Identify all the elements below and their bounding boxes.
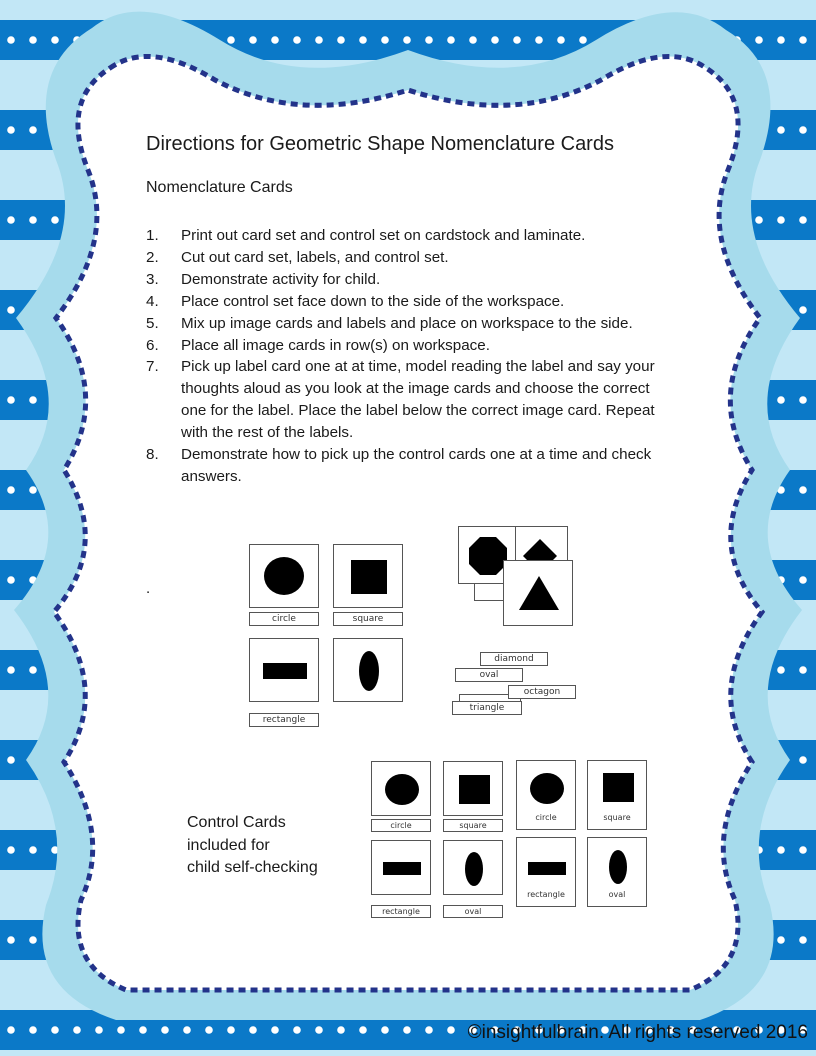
oval-shape-icon xyxy=(609,850,627,884)
card-rectangle xyxy=(249,638,319,702)
card-circle xyxy=(249,544,319,608)
stripe-dot xyxy=(7,486,15,494)
stripe-dot xyxy=(205,1026,213,1034)
list-item xyxy=(146,444,676,488)
stripe-dot xyxy=(95,1026,103,1034)
list-item xyxy=(146,269,676,291)
control-note-line-3: child self-checking xyxy=(187,859,318,876)
stripe-dot xyxy=(29,846,37,854)
control-card-square xyxy=(587,760,647,830)
list-item xyxy=(146,291,676,313)
stripe-dot xyxy=(447,36,455,44)
stripe-dot xyxy=(535,36,543,44)
square-shape-icon xyxy=(459,775,490,804)
stripe-dot xyxy=(799,756,807,764)
stripe-dot xyxy=(315,1026,323,1034)
section-subtitle: Nomenclature Cards xyxy=(146,179,293,196)
list-item xyxy=(146,335,676,357)
stripe-dot xyxy=(293,36,301,44)
stray-mark: . xyxy=(146,580,151,597)
step-number: 8. xyxy=(146,446,159,464)
stripe-dot xyxy=(491,36,499,44)
card-rectangle xyxy=(371,840,431,895)
stripe-dot xyxy=(777,36,785,44)
step-number: 2. xyxy=(146,248,159,266)
stripe-dot xyxy=(161,1026,169,1034)
step-number: 1. xyxy=(146,227,159,244)
stripe-dot xyxy=(7,216,15,224)
label-octagon: octagon xyxy=(508,685,576,699)
square-shape-icon xyxy=(603,773,634,802)
step-text: Demonstrate activity for child. xyxy=(181,270,381,288)
stripe-dot xyxy=(271,1026,279,1034)
label-circle: circle xyxy=(371,819,431,832)
control-cards-note xyxy=(187,812,318,880)
control-label-rectangle: rectangle xyxy=(527,890,565,899)
stripe-dot xyxy=(359,1026,367,1034)
stripe-dot xyxy=(777,936,785,944)
card-square xyxy=(443,761,503,816)
stripe-dot xyxy=(7,126,15,134)
stripe-dot xyxy=(447,1026,455,1034)
stripe-dot xyxy=(799,846,807,854)
control-label-oval: oval xyxy=(608,890,626,899)
stripe-dot xyxy=(579,36,587,44)
stripe-dot xyxy=(29,396,37,404)
control-note-line-2: included for xyxy=(187,836,270,854)
stripe-dot xyxy=(425,36,433,44)
circle-shape-icon xyxy=(530,773,564,804)
stripe-dot xyxy=(227,36,235,44)
control-card-oval xyxy=(587,837,647,907)
stripe-dot xyxy=(799,216,807,224)
label-rectangle: rectangle xyxy=(249,713,319,727)
stripe-dot xyxy=(7,1026,15,1034)
stripe-dot xyxy=(403,36,411,44)
circle-shape-icon xyxy=(385,774,419,805)
label-circle: circle xyxy=(249,612,319,626)
label-rectangle: rectangle xyxy=(371,905,431,918)
stripe-dot xyxy=(513,36,521,44)
stripe-dot xyxy=(799,486,807,494)
rectangle-shape-icon xyxy=(528,862,566,875)
stripe-dot xyxy=(799,36,807,44)
stripe-dot xyxy=(799,126,807,134)
step-text: Print out card set and control set on cardstock and laminate. xyxy=(181,227,586,244)
control-note-line-1: Control Cards xyxy=(187,814,286,831)
stripe-dot xyxy=(29,1026,37,1034)
stripe-dot xyxy=(139,1026,147,1034)
stripe-dot xyxy=(799,306,807,314)
oval-shape-icon xyxy=(465,852,483,886)
directions-list xyxy=(146,225,676,488)
stripe-dot xyxy=(777,396,785,404)
stripe-dot xyxy=(29,36,37,44)
card-square xyxy=(333,544,403,608)
label-oval: oval xyxy=(443,905,503,918)
stripe-dot xyxy=(777,666,785,674)
rectangle-shape-icon xyxy=(383,862,421,875)
stripe-dot xyxy=(403,1026,411,1034)
stripe-dot xyxy=(293,1026,301,1034)
stripe-dot xyxy=(73,1026,81,1034)
stripe-dot xyxy=(799,936,807,944)
stripe-dot xyxy=(755,216,763,224)
rectangle-shape-icon xyxy=(263,663,307,679)
stripe-dot xyxy=(271,36,279,44)
stripe-dot xyxy=(425,1026,433,1034)
stripe-dot xyxy=(777,126,785,134)
copyright-notice: ©insightfulbrain. All rights reserved 2016 xyxy=(467,1022,808,1043)
stripe-dot xyxy=(29,126,37,134)
stripe-dot xyxy=(799,396,807,404)
label-triangle: triangle xyxy=(452,701,522,715)
label-diamond: diamond xyxy=(480,652,548,666)
stripe-dot xyxy=(777,846,785,854)
stripe-dot xyxy=(315,36,323,44)
list-item xyxy=(146,313,676,335)
stripe-dot xyxy=(7,36,15,44)
card-oval xyxy=(443,840,503,895)
stripe-dot xyxy=(799,666,807,674)
step-text: Demonstrate how to pick up the control cards one at a time and check answers. xyxy=(181,446,652,485)
stripe-dot xyxy=(337,36,345,44)
stripe-dot xyxy=(7,396,15,404)
stripe-dot xyxy=(7,576,15,584)
stripe-dot xyxy=(7,846,15,854)
triangle-shape-icon xyxy=(519,576,559,610)
stripe-dot xyxy=(51,216,59,224)
stripe-dot xyxy=(29,216,37,224)
stripe-dot xyxy=(227,1026,235,1034)
step-text: Place control set face down to the side of the workspace. xyxy=(181,292,565,310)
step-text: Mix up image cards and labels and place on workspace to the side. xyxy=(181,314,633,332)
step-number: 3. xyxy=(146,270,159,288)
stripe-dot xyxy=(249,1026,257,1034)
label-square: square xyxy=(333,612,403,626)
circle-shape-icon xyxy=(264,557,304,595)
list-item xyxy=(146,247,676,269)
step-text: Pick up label card one at at time, model reading the label and say your thoughts aloud as you look at the image cards and choose the correct one for the label. Place the label below the correct image card. Repeat with the rest of the labels. xyxy=(181,358,655,442)
card-triangle xyxy=(503,560,573,626)
stripe-dot xyxy=(777,216,785,224)
stripe-dot xyxy=(381,1026,389,1034)
stripe-dot xyxy=(29,486,37,494)
stripe-dot xyxy=(51,36,59,44)
stripe-dot xyxy=(755,36,763,44)
card-circle xyxy=(371,761,431,816)
stripe-dot xyxy=(117,1026,125,1034)
stripe-dot xyxy=(469,36,477,44)
stripe-dot xyxy=(337,1026,345,1034)
step-number: 4. xyxy=(146,292,159,310)
label-square: square xyxy=(443,819,503,832)
control-label-square: square xyxy=(603,813,631,822)
stripe-dot xyxy=(29,936,37,944)
stripe-dot xyxy=(381,36,389,44)
stripe-dot xyxy=(51,1026,59,1034)
list-item xyxy=(146,225,676,247)
step-number: 5. xyxy=(146,314,159,332)
page-title: Directions for Geometric Shape Nomenclature Cards xyxy=(146,133,614,155)
oval-shape-icon xyxy=(359,651,379,691)
control-card-rectangle xyxy=(516,837,576,907)
card-oval xyxy=(333,638,403,702)
stripe-dot xyxy=(557,36,565,44)
stripe-dot xyxy=(249,36,257,44)
list-item xyxy=(146,356,676,444)
control-card-circle xyxy=(516,760,576,830)
step-number: 6. xyxy=(146,336,159,354)
stripe-dot xyxy=(7,666,15,674)
square-shape-icon xyxy=(351,560,387,594)
stripe-dot xyxy=(7,936,15,944)
step-text: Place all image cards in row(s) on workspace. xyxy=(181,336,490,354)
control-label-circle: circle xyxy=(535,813,557,822)
stripe-dot xyxy=(359,36,367,44)
stripe-dot xyxy=(183,1026,191,1034)
step-text: Cut out card set, labels, and control set. xyxy=(181,248,449,266)
stripe-dot xyxy=(799,576,807,584)
label-oval: oval xyxy=(455,668,523,682)
stripe-dot xyxy=(7,756,15,764)
step-number: 7. xyxy=(146,358,159,376)
stripe-dot xyxy=(29,666,37,674)
stripe-dot xyxy=(7,306,15,314)
octagon-shape-icon xyxy=(469,537,507,575)
